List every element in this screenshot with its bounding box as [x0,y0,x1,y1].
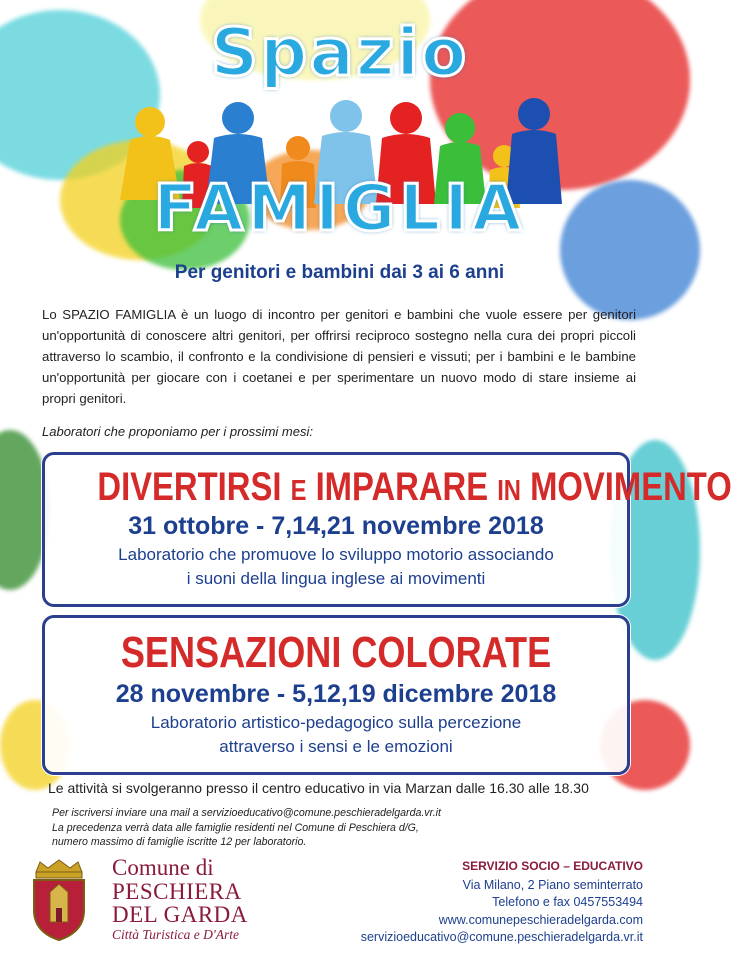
subtitle: Per genitori e bambini dai 3 ai 6 anni [174,262,505,283]
service-address: Via Milano, 2 Piano seminterrato [462,877,643,892]
service-phone: Telefono e fax 0457553494 [492,895,643,909]
service-website[interactable]: www.comunepeschieradelgarda.com [438,912,643,927]
service-contacts [361,858,643,947]
service-heading: SERVIZIO SOCIO – EDUCATIVO [462,859,643,873]
lab2-dates: 28 novembre - 5,12,19 dicembre 2018 [115,680,557,708]
labs-intro: Laboratori che proponiamo per i prossimi mesi: [42,424,313,439]
registration-note-line: Per iscriversi inviare una mail a servizioeducativo@comune.peschieradelgarda.vr.it [52,807,441,819]
title-famiglia: FAMIGLIA [153,172,526,246]
title-spazio: Spazio [210,14,469,91]
lab1-description: Laboratorio che promuove lo sviluppo motorio associando i suoni della lingua inglese ai movimenti [118,545,554,588]
registration-notes [52,806,441,850]
lab1-dates: 31 ottobre - 7,14,21 novembre 2018 [128,512,544,540]
service-email[interactable]: servizioeducativo@comune.peschieradelgarda.vr.it [360,930,643,944]
location-note: Le attività si svolgeranno presso il centro educativo in via Marzan dalle 16.30 alle 18.30 [48,780,589,796]
comune-crest-icon [30,858,88,942]
intro-paragraph: Lo SPAZIO FAMIGLIA è un luogo di incontro per genitori e bambini che vuole essere per genitori un'opportunità di conoscere altri genitori, per offrirsi reciproco sostegno nella cura dei propri piccoli attraverso lo scambio, il confronto e la condivisione di pensieri e vissuti; per i bambini e le bambine un'opportunità per giocare con i coetanei e per sperimentare un nuovo modo di stare insieme ai propri genitori. [42,307,636,406]
lab2-title: SENSAZIONI COLORATE [120,628,552,677]
comune-name: Comune di PESCHIERA DEL GARDA Città Turistica e D'Arte [112,855,248,942]
lab-box-sensazioni [42,615,630,775]
registration-note-line: La precedenza verrà data alle famiglie residenti nel Comune di Peschiera d/G, [52,821,419,834]
lab1-title: DIVERTIRSI E IMPARARE IN MOVIMENTO [97,465,732,509]
lab2-description: Laboratorio artistico-pedagogico sulla percezione attraverso i sensi e le emozioni [150,713,522,756]
registration-note-line: numero massimo di famiglie iscritte 12 per laboratorio. [52,836,307,848]
lab-box-movimento [42,452,732,607]
